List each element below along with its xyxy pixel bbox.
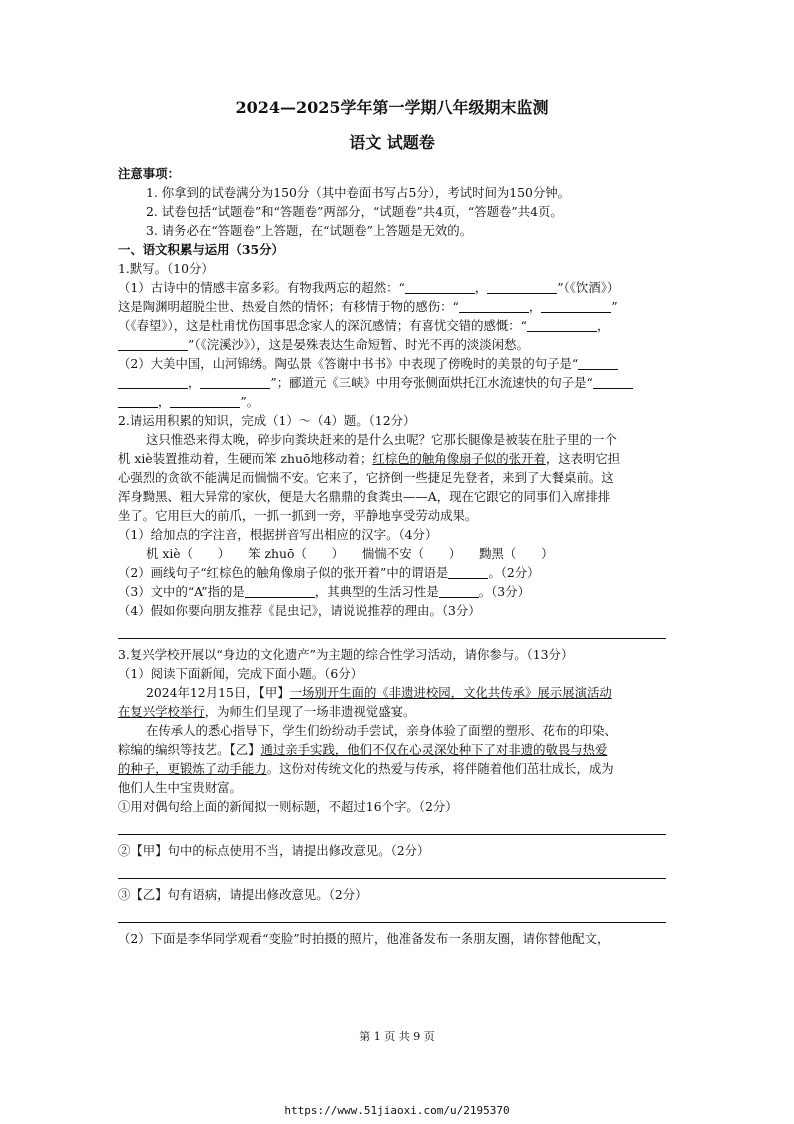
answer-blank <box>245 584 315 598</box>
notice-heading: 注意事项： <box>118 166 180 181</box>
sub-question: （1）给加点的字注音，根据拼音写出相应的汉字。（4分） <box>118 527 438 542</box>
answer-blank <box>118 375 188 389</box>
passage-line: 这只惟恐来得太晚，碎步向粪块赶来的是什么虫呢？它那长腿像是被装在肚子里的一个 <box>146 432 617 447</box>
q1-line: ， ”。 <box>118 392 666 411</box>
notice-item: 1. 你拿到的试卷满分为150分（其中卷面书写占5分），考试时间为150分钟。 <box>146 185 571 200</box>
answer-blank <box>118 337 188 351</box>
news-line: 的种子，更锻炼了动手能力。这份对传统文化的热爱与传承，将伴随着他们茁壮成长，成为 <box>118 761 614 776</box>
answer-blank <box>118 394 158 408</box>
underlined-sentence: 的种子，更锻炼了动手能力 <box>118 761 267 776</box>
answer-line <box>118 818 666 835</box>
sub-item: ②【甲】句中的标点使用不当，请提出修改意见。（2分） <box>118 843 430 858</box>
answer-blank <box>578 356 618 370</box>
watermark-url: https://www.51jiaoxi.com/u/2195370 <box>284 1104 510 1117</box>
sub-item: ③【乙】句有语病，请提出修改意见。（2分） <box>118 887 368 902</box>
sub-question: （2）画线句子“红棕色的触角像扇子似的张开着”中的谓语是 。（2分） <box>118 565 540 580</box>
q1-line: ”（《浣溪沙》），这是晏殊表达生命短暂、时光不再的淡淡闲愁。 <box>118 335 666 354</box>
news-line: 粽编的编织等技艺。【乙】通过亲手实践，他们不仅在心灵深处种下了对非遗的敬畏与热爱 <box>118 742 608 757</box>
notice-item: 3. 请务必在“答题卷”上答题，在“试题卷”上答题是无效的。 <box>146 223 473 238</box>
passage-line: 机 xiè装置推动着，生硬而笨 zhuō地移动着；红棕色的触角像扇子似的张开着，这表明它担 <box>118 451 621 466</box>
question-title: 2.请运用积累的知识，完成（1）～（4）题。（12分） <box>118 413 416 428</box>
answer-blank <box>200 375 270 389</box>
underlined-sentence: 通过亲手实践，他们不仅在心灵深处种下了对非遗的敬畏与热爱 <box>260 742 608 757</box>
sub-question: （1）阅读下面新闻，完成下面小题。（6分） <box>118 666 363 681</box>
answer-blank <box>459 299 529 313</box>
question-title: 1.默写。（10分） <box>118 261 214 276</box>
passage-line: 浑身黝黑、粗大异常的家伙，便是大名鼎鼎的食粪虫——A，现在它跟它的同事们入席排排 <box>118 489 611 504</box>
answer-line <box>118 862 666 879</box>
answer-blank <box>448 565 488 579</box>
sub-question: （4）假如你要向朋友推荐《昆虫记》，请说说推荐的理由。（3分） <box>118 603 481 618</box>
answer-line <box>118 622 666 639</box>
news-line: 他们人生中宝贵财富。 <box>118 780 242 795</box>
answer-blank <box>405 280 475 294</box>
page-number: 第 1 页 共 9 页 <box>359 1030 435 1043</box>
exam-title: 2024—2025学年第一学期八年级期末监测 <box>235 98 549 117</box>
underlined-sentence: 红棕色的触角像扇子似的张开着 <box>372 451 546 466</box>
answer-blank <box>170 394 240 408</box>
q1-line: （2）大美中国，山河锦绣。陶弘景《答谢中书书》中表现了傍晚时的美景的句子是“ <box>118 354 666 373</box>
q1-line: （1）古诗中的情感丰富多彩。有物我两忘的超然：“ ， ”（《饮酒》） <box>118 280 620 295</box>
passage-line: 坐了。它用巨大的前爪，一抓一抓到一旁，平静地享受劳动成果。 <box>118 508 478 523</box>
underlined-sentence: 在复兴学校举行 <box>118 704 205 719</box>
answer-blank <box>593 375 633 389</box>
q1-line: 这是陶渊明超脱尘世、热爱自然的情怀；有移情于物的感伤：“ ， ” <box>118 299 618 314</box>
sub-question: （2）下面是李华同学观看“变脸”时拍摄的照片，他准备发布一条朋友圈，请你替他配文， <box>118 931 610 946</box>
answer-blank <box>487 280 557 294</box>
sub-question: （3）文中的“A”指的是 ，其典型的生活习性是 。（3分） <box>118 584 530 599</box>
passage-line: 心强烈的贪欲不能满足而惴惴不安。它来了，它挤倒一些捷足先登者，来到了大餐桌前。这 <box>118 470 614 485</box>
pinyin-items: 机 xiè（ ） 笨 zhuō（ ） 惴惴不安（ ） 黝黑（ ） <box>146 546 554 561</box>
news-line: 在复兴学校举行，为师生们呈现了一场非遗视觉盛宴。 <box>118 704 416 719</box>
question-title: 3.复兴学校开展以“身边的文化遗产”为主题的综合性学习活动，请你参与。（13分） <box>118 647 574 662</box>
news-line: 在传承人的悉心指导下，学生们纷纷动手尝试，亲身体验了面塑的塑形、花布的印染、 <box>146 723 617 738</box>
answer-blank <box>527 318 597 332</box>
q1-line: （《春望》），这是杜甫忧伤国事思念家人的深沉感情；有喜忧交错的感慨：“ ， <box>118 318 610 333</box>
answer-line <box>118 906 666 923</box>
section-heading: 一、语文积累与运用（35分） <box>118 242 284 257</box>
answer-blank <box>541 299 611 313</box>
underlined-sentence: 一场别开生面的《非遗进校园，文化共传承》展示展演活动 <box>289 685 612 700</box>
notice-item: 2. 试卷包括“试题卷”和“答题卷”两部分，“试题卷”共4页，“答题卷”共4页。 <box>146 204 563 219</box>
news-line: 2024年12月15日，【甲】一场别开生面的《非遗进校园，文化共传承》展示展演活动 <box>146 685 612 700</box>
sub-item: ①用对偶句给上面的新闻拟一则标题，不超过16个字。（2分） <box>118 799 458 814</box>
exam-page <box>118 98 666 948</box>
q1-line: ， ”；郦道元《三峡》中用夸张侧面烘托江水流速快的句子是“ <box>118 373 666 392</box>
answer-blank <box>439 584 479 598</box>
exam-subtitle: 语文 试题卷 <box>349 133 435 152</box>
